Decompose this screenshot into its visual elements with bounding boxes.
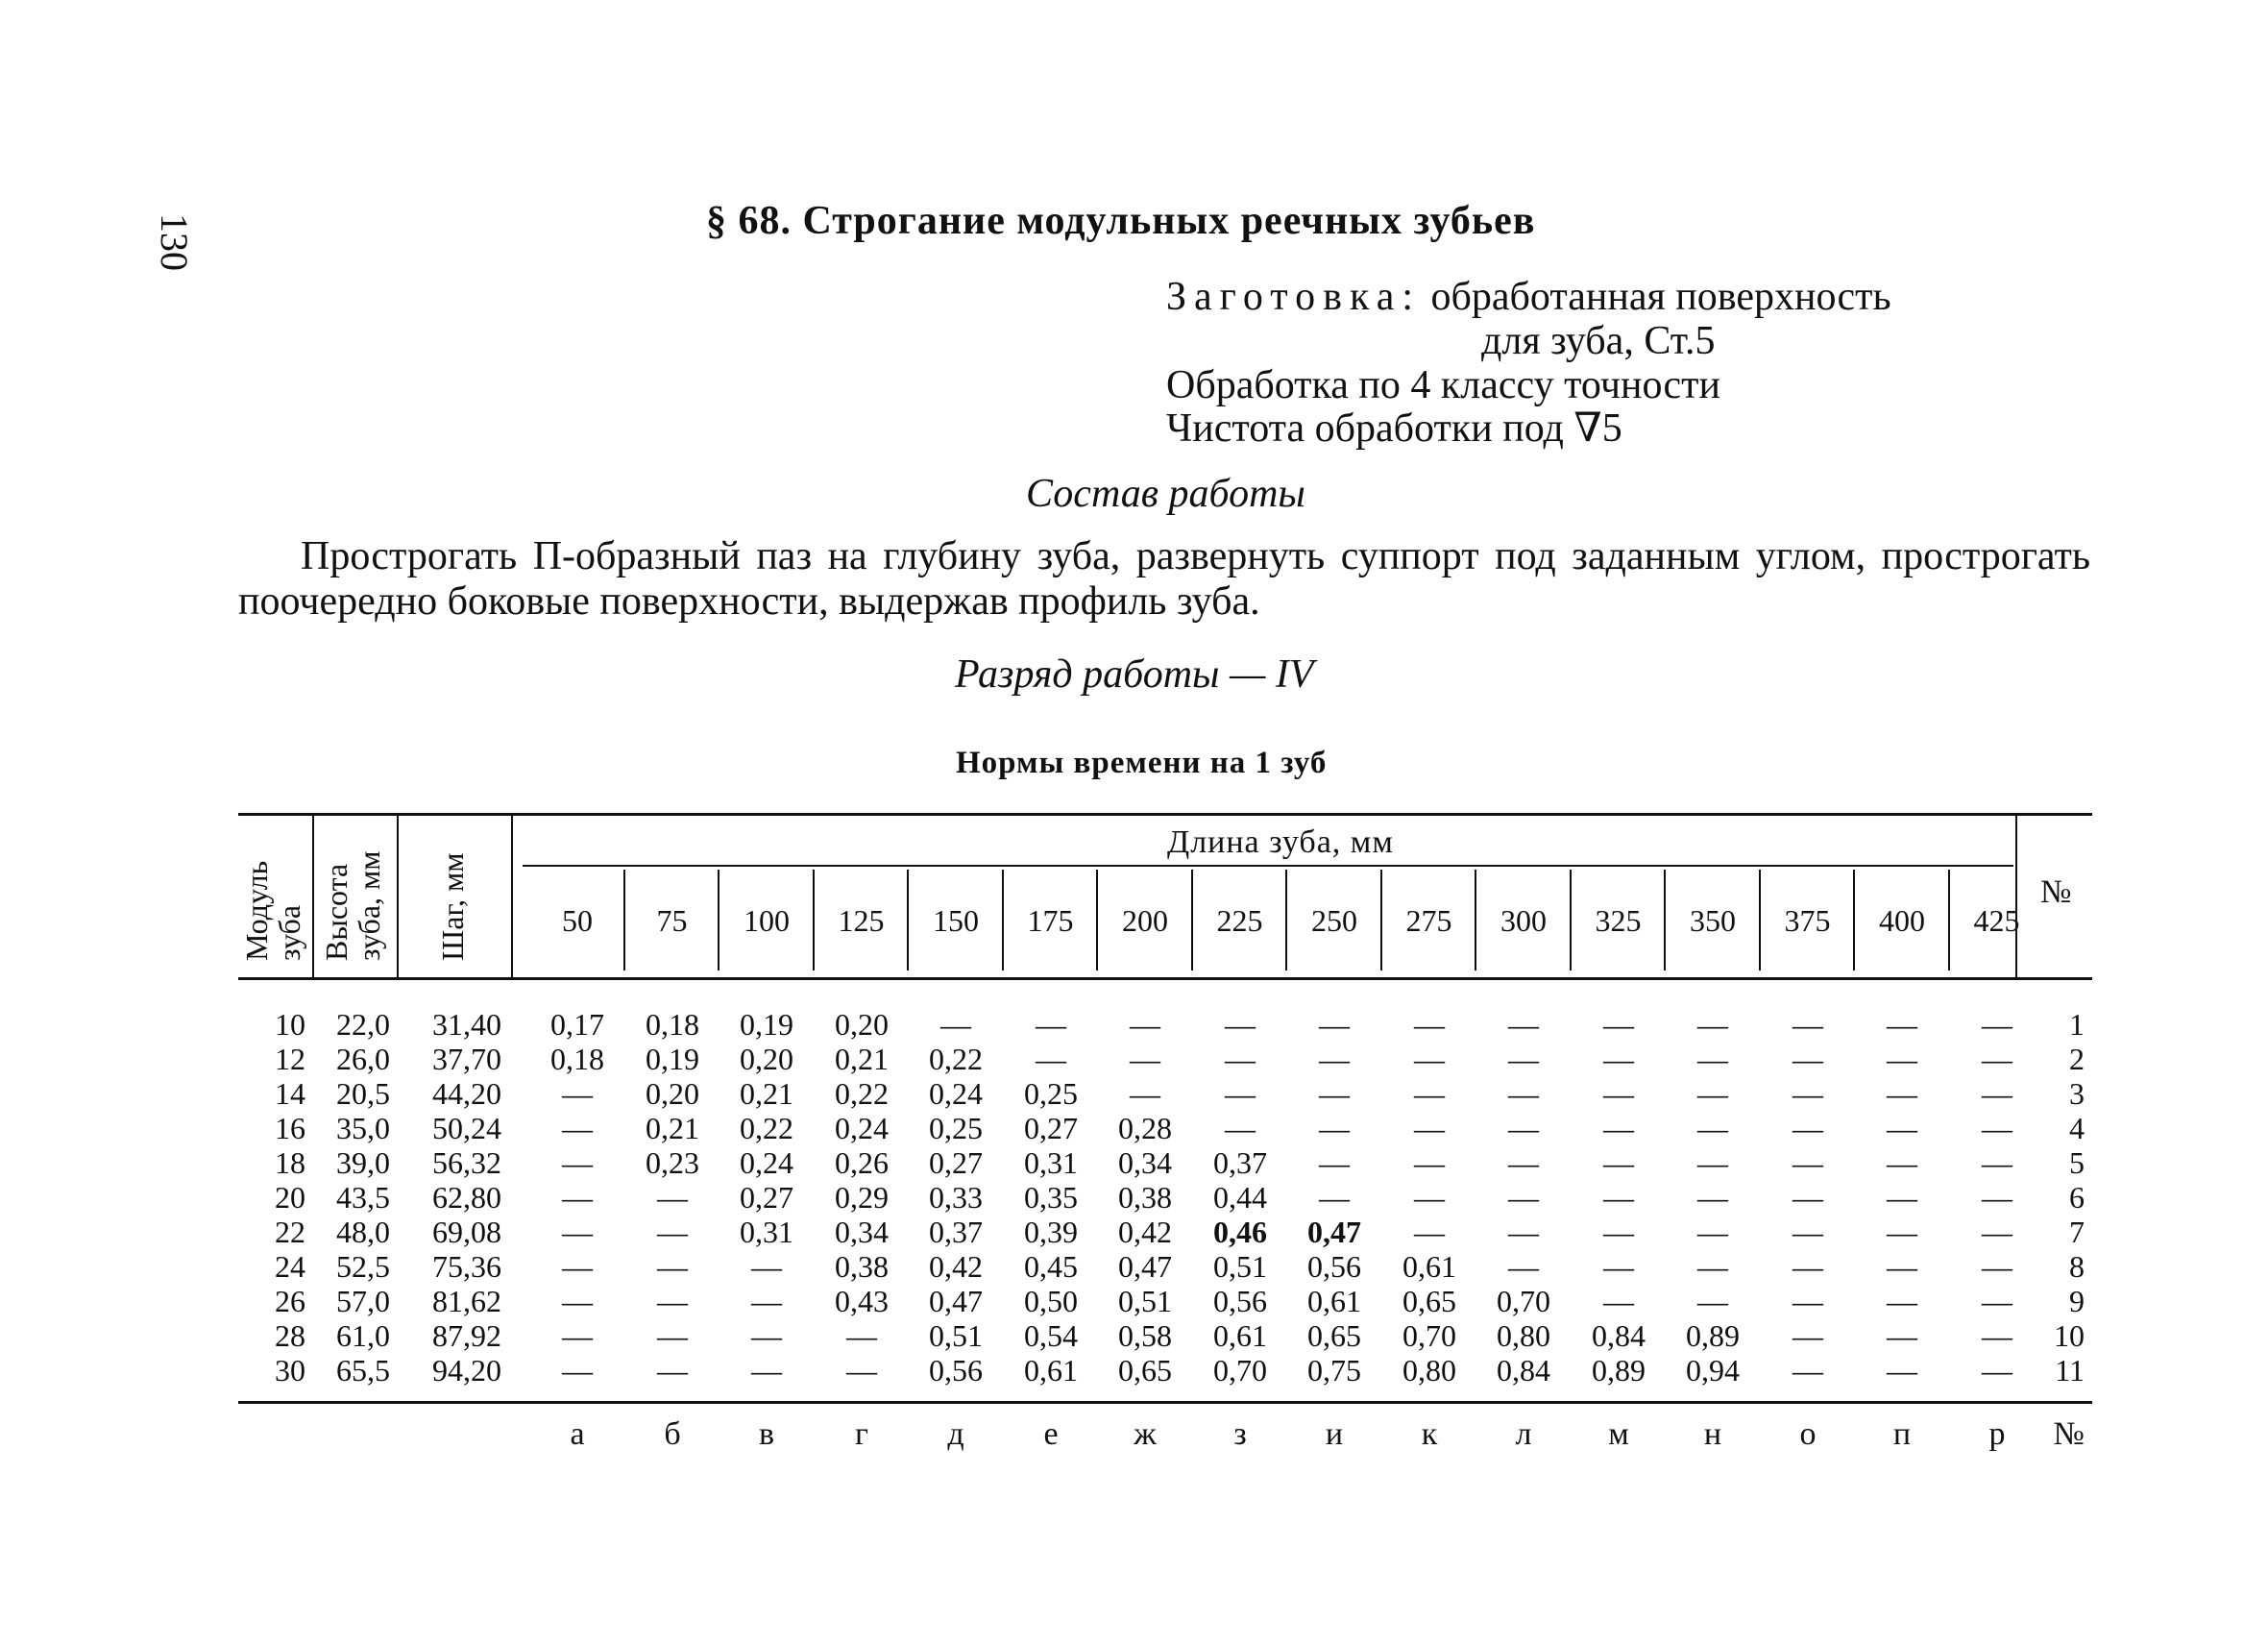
length-header-175: 175 (1027, 903, 1074, 938)
cell-value: 0,34 (1118, 1145, 1172, 1180)
cell-row-number: 6 (2069, 1180, 2085, 1215)
cell-height: 43,5 (336, 1180, 390, 1215)
cell-value: 0,43 (835, 1284, 889, 1318)
cell-value: 0,38 (835, 1249, 889, 1284)
cell-value: 0,51 (1213, 1249, 1267, 1284)
length-header-275: 275 (1405, 903, 1452, 938)
cell-value: 0,42 (929, 1249, 983, 1284)
cell-value: — (562, 1284, 593, 1318)
cell-value: — (562, 1180, 593, 1215)
cell-height: 57,0 (336, 1284, 390, 1318)
cell-value: — (1603, 1111, 1634, 1145)
length-header-rule (523, 865, 2013, 867)
length-column-line (1096, 870, 1098, 970)
cell-value: 0,65 (1402, 1284, 1456, 1318)
length-column-line (1570, 870, 1572, 970)
cell-value: 0,35 (1024, 1180, 1078, 1215)
cell-value: — (940, 1007, 971, 1042)
cell-value: 0,22 (929, 1042, 983, 1076)
cell-height: 61,0 (336, 1318, 390, 1353)
spec-workpiece (1166, 275, 1891, 319)
cell-value: 0,56 (1307, 1249, 1361, 1284)
cell-value: — (1887, 1284, 1917, 1318)
cell-value: 0,89 (1592, 1353, 1646, 1388)
length-column-line (907, 870, 909, 970)
column-letter: г (855, 1416, 868, 1452)
cell-value: — (1982, 1180, 2012, 1215)
cell-row-number: 5 (2069, 1145, 2085, 1180)
column-letter: н (1703, 1416, 1722, 1452)
cell-value: — (1792, 1353, 1823, 1388)
work-grade: Разряд работы — IV (955, 652, 1314, 697)
vline-height (397, 816, 399, 977)
cell-value: — (1982, 1249, 2012, 1284)
length-column-line (1853, 870, 1855, 970)
cell-value: — (1319, 1076, 1350, 1111)
cell-row-number: 8 (2069, 1249, 2085, 1284)
spec-processing: Обработка по 4 классу точности (1166, 363, 1720, 407)
cell-value: — (1603, 1076, 1634, 1111)
cell-value: — (1982, 1076, 2012, 1111)
cell-pitch: 37,70 (432, 1042, 501, 1076)
cell-value: — (1225, 1042, 1256, 1076)
section-title: § 68. Строгание модульных реечных зубьев (706, 199, 1536, 243)
cell-value: — (1130, 1076, 1160, 1111)
cell-value: — (1130, 1007, 1160, 1042)
length-column-line (1191, 870, 1193, 970)
cell-value: — (1982, 1215, 2012, 1249)
cell-module: 26 (275, 1284, 305, 1318)
cell-value: — (1319, 1007, 1350, 1042)
cell-value: — (1508, 1215, 1539, 1249)
cell-value: 0,24 (835, 1111, 889, 1145)
cell-value: — (1982, 1145, 2012, 1180)
cell-value: 0,44 (1213, 1180, 1267, 1215)
header-pitch-text: Шаг, мм (435, 852, 470, 961)
cell-value: 0,38 (1118, 1180, 1172, 1215)
cell-value: 0,22 (835, 1076, 889, 1111)
cell-value: 0,45 (1024, 1249, 1078, 1284)
cell-value: 0,19 (740, 1007, 793, 1042)
cell-value: — (657, 1353, 688, 1388)
cell-value: — (1130, 1042, 1160, 1076)
cell-value: — (1887, 1111, 1917, 1145)
cell-value: 0,61 (1307, 1284, 1361, 1318)
cell-module: 10 (275, 1007, 305, 1042)
cell-height: 35,0 (336, 1111, 390, 1145)
cell-height: 39,0 (336, 1145, 390, 1180)
length-header-325: 325 (1595, 903, 1642, 938)
cell-value: 0,94 (1686, 1353, 1740, 1388)
cell-value: 0,26 (835, 1145, 889, 1180)
cell-value: 0,75 (1307, 1353, 1361, 1388)
table-bottom-rule (238, 1401, 2092, 1404)
column-letter: п (1892, 1416, 1912, 1452)
header-module (240, 861, 305, 961)
cell-value: 0,18 (550, 1042, 604, 1076)
cell-value: 0,21 (646, 1111, 699, 1145)
cell-value: 0,70 (1402, 1318, 1456, 1353)
work-scope-heading: Состав работы (1026, 472, 1305, 516)
cell-value: — (1697, 1042, 1728, 1076)
cell-value: — (1792, 1076, 1823, 1111)
cell-pitch: 56,32 (432, 1145, 501, 1180)
header-bottom-rule (238, 977, 2092, 980)
column-letter: а (570, 1416, 585, 1452)
cell-value: — (1792, 1180, 1823, 1215)
header-module-line1: Модуль (239, 860, 274, 961)
work-scope-body: Прострогать П-образный паз на глубину зуба, развернуть суппорт под заданным углом, прострогать поочередно боковые поверхности, выдержав профиль зуба. (238, 534, 2090, 624)
cell-value: — (1887, 1353, 1917, 1388)
header-height-line2: зуба, мм (352, 850, 386, 961)
cell-height: 48,0 (336, 1215, 390, 1249)
cell-value: 0,31 (740, 1215, 793, 1249)
cell-value: 0,47 (929, 1284, 983, 1318)
cell-value: — (1036, 1042, 1066, 1076)
cell-value: — (1414, 1076, 1445, 1111)
column-letter: м (1608, 1416, 1629, 1452)
cell-value: — (1603, 1145, 1634, 1180)
cell-value: 0,84 (1497, 1353, 1550, 1388)
cell-value: — (1887, 1249, 1917, 1284)
table-title: Нормы времени на 1 зуб (956, 746, 1328, 780)
cell-value: — (657, 1318, 688, 1353)
cell-value: — (1414, 1145, 1445, 1180)
cell-row-number: 4 (2069, 1111, 2085, 1145)
length-column-line (718, 870, 719, 970)
cell-height: 52,5 (336, 1249, 390, 1284)
cell-value: — (1603, 1007, 1634, 1042)
cell-value: — (1414, 1111, 1445, 1145)
cell-row-number: 2 (2069, 1042, 2085, 1076)
cell-pitch: 62,80 (432, 1180, 501, 1215)
length-column-line (1759, 870, 1761, 970)
length-column-line (1002, 870, 1004, 970)
length-header-425: 425 (1973, 903, 2020, 938)
cell-value: 0,61 (1402, 1249, 1456, 1284)
cell-value: — (1603, 1284, 1634, 1318)
cell-value: 0,50 (1024, 1284, 1078, 1318)
cell-pitch: 69,08 (432, 1215, 501, 1249)
cell-pitch: 81,62 (432, 1284, 501, 1318)
cell-row-number: 10 (2054, 1318, 2085, 1353)
cell-value: — (1414, 1042, 1445, 1076)
cell-value: — (1887, 1180, 1917, 1215)
cell-value: — (1603, 1180, 1634, 1215)
column-letter: ж (1134, 1416, 1157, 1452)
cell-value: — (562, 1215, 593, 1249)
header-pitch (436, 853, 469, 962)
cell-value: — (657, 1180, 688, 1215)
column-letter: в (758, 1416, 775, 1452)
length-header-100: 100 (744, 903, 790, 938)
cell-module: 18 (275, 1145, 305, 1180)
cell-value: 0,42 (1118, 1215, 1172, 1249)
length-header-300: 300 (1500, 903, 1547, 938)
cell-row-number: 3 (2069, 1076, 2085, 1111)
cell-module: 12 (275, 1042, 305, 1076)
cell-value: — (1982, 1318, 2012, 1353)
cell-value: 0,65 (1118, 1353, 1172, 1388)
column-letter: д (947, 1416, 964, 1452)
header-height (320, 850, 385, 961)
cell-value: 0,21 (740, 1076, 793, 1111)
length-column-line (1380, 870, 1382, 970)
cell-value: — (1414, 1180, 1445, 1215)
cell-value: — (1792, 1284, 1823, 1318)
column-letter: р (1988, 1416, 2006, 1452)
cell-value: — (846, 1353, 877, 1388)
cell-value: 0,21 (835, 1042, 889, 1076)
cell-value: — (1603, 1249, 1634, 1284)
header-height-line1: Высота (319, 863, 354, 961)
cell-module: 22 (275, 1215, 305, 1249)
cell-value: — (1225, 1007, 1256, 1042)
cell-value: — (751, 1284, 782, 1318)
cell-module: 24 (275, 1249, 305, 1284)
cell-value: 0,25 (1024, 1076, 1078, 1111)
spec-finish: Чистота обработки под ∇5 (1166, 406, 1622, 451)
cell-value: — (1508, 1076, 1539, 1111)
length-header-125: 125 (838, 903, 885, 938)
cell-value: — (1225, 1111, 1256, 1145)
header-module-line2: зуба (272, 904, 306, 961)
length-header-200: 200 (1122, 903, 1168, 938)
cell-value: — (1319, 1180, 1350, 1215)
cell-value: — (751, 1249, 782, 1284)
cell-value: — (1887, 1215, 1917, 1249)
cell-value: — (1887, 1042, 1917, 1076)
length-header-250: 250 (1311, 903, 1357, 938)
column-letter: о (1799, 1416, 1817, 1452)
cell-value: — (1982, 1111, 2012, 1145)
cell-module: 20 (275, 1180, 305, 1215)
cell-value: 0,22 (740, 1111, 793, 1145)
cell-pitch: 44,20 (432, 1076, 501, 1111)
cell-value: — (1792, 1145, 1823, 1180)
cell-value: 0,80 (1497, 1318, 1550, 1353)
cell-value: 0,37 (929, 1215, 983, 1249)
cell-value: — (1887, 1145, 1917, 1180)
cell-value: 0,24 (740, 1145, 793, 1180)
cell-height: 20,5 (336, 1076, 390, 1111)
length-header-350: 350 (1690, 903, 1736, 938)
column-letter: е (1043, 1416, 1059, 1452)
cell-value: 0,25 (929, 1111, 983, 1145)
cell-value: — (1792, 1318, 1823, 1353)
cell-value: 0,51 (929, 1318, 983, 1353)
cell-value: — (1319, 1145, 1350, 1180)
cell-value: — (1887, 1007, 1917, 1042)
cell-value: 0,56 (1213, 1284, 1267, 1318)
cell-row-number: 1 (2069, 1007, 2085, 1042)
spec-workpiece-line1: обработанная поверхность (1430, 275, 1891, 319)
cell-height: 22,0 (336, 1007, 390, 1042)
length-column-line (813, 870, 815, 970)
cell-module: 28 (275, 1318, 305, 1353)
column-letter: л (1515, 1416, 1532, 1452)
table-top-rule (238, 813, 2092, 816)
cell-value: — (1508, 1145, 1539, 1180)
cell-value: — (657, 1215, 688, 1249)
cell-row-number: 11 (2055, 1353, 2085, 1388)
cell-value: — (1792, 1215, 1823, 1249)
cell-value: 0,27 (929, 1145, 983, 1180)
cell-module: 30 (275, 1353, 305, 1388)
cell-pitch: 94,20 (432, 1353, 501, 1388)
cell-value: — (1982, 1042, 2012, 1076)
cell-value: 0,65 (1307, 1318, 1361, 1353)
cell-value: 0,70 (1213, 1353, 1267, 1388)
header-number: № (2040, 874, 2072, 910)
cell-value: — (1414, 1215, 1445, 1249)
cell-value: 0,28 (1118, 1111, 1172, 1145)
cell-value: 0,84 (1592, 1318, 1646, 1353)
column-letter: к (1421, 1416, 1438, 1452)
cell-value: 0,39 (1024, 1215, 1078, 1249)
vline-number (2015, 816, 2017, 977)
length-header-150: 150 (933, 903, 979, 938)
cell-value: 0,61 (1213, 1318, 1267, 1353)
cell-value: — (1982, 1353, 2012, 1388)
cell-value: — (1697, 1111, 1728, 1145)
length-column-line (1948, 870, 1950, 970)
cell-module: 14 (275, 1076, 305, 1111)
cell-value: — (1792, 1007, 1823, 1042)
cell-value: 0,34 (835, 1215, 889, 1249)
cell-value: — (1603, 1042, 1634, 1076)
cell-value: 0,61 (1024, 1353, 1078, 1388)
length-header-225: 225 (1216, 903, 1263, 938)
cell-value: 0,51 (1118, 1284, 1172, 1318)
cell-value: — (1887, 1318, 1917, 1353)
cell-value: 0,29 (835, 1180, 889, 1215)
cell-row-number: 7 (2069, 1215, 2085, 1249)
footer-number-label: № (2053, 1416, 2085, 1452)
cell-value: 0,89 (1686, 1318, 1740, 1353)
cell-value: 0,47 (1307, 1215, 1361, 1249)
cell-value: 0,54 (1024, 1318, 1078, 1353)
cell-value: 0,33 (929, 1180, 983, 1215)
vline-pitch (511, 816, 513, 977)
cell-value: 0,20 (835, 1007, 889, 1042)
cell-value: 0,20 (740, 1042, 793, 1076)
cell-value: — (1508, 1007, 1539, 1042)
cell-value: — (1414, 1007, 1445, 1042)
cell-value: — (1697, 1145, 1728, 1180)
spec-workpiece-line2: для зуба, Ст.5 (1481, 319, 1716, 363)
cell-value: — (562, 1076, 593, 1111)
cell-module: 16 (275, 1111, 305, 1145)
cell-value: — (1319, 1111, 1350, 1145)
cell-value: — (1982, 1007, 2012, 1042)
cell-value: — (1036, 1007, 1066, 1042)
cell-value: — (1792, 1042, 1823, 1076)
cell-value: — (1697, 1180, 1728, 1215)
header-length: Длина зуба, мм (1167, 824, 1394, 860)
cell-height: 65,5 (336, 1353, 390, 1388)
cell-value: — (1792, 1111, 1823, 1145)
cell-pitch: 87,92 (432, 1318, 501, 1353)
cell-value: 0,18 (646, 1007, 699, 1042)
cell-value: — (1792, 1249, 1823, 1284)
cell-value: 0,31 (1024, 1145, 1078, 1180)
cell-value: — (562, 1111, 593, 1145)
cell-value: — (562, 1249, 593, 1284)
column-letter: и (1325, 1416, 1344, 1452)
vline-module (312, 816, 314, 977)
cell-value: — (846, 1318, 877, 1353)
cell-value: — (1508, 1111, 1539, 1145)
cell-value: — (562, 1318, 593, 1353)
cell-pitch: 75,36 (432, 1249, 501, 1284)
length-column-line (1664, 870, 1666, 970)
cell-value: 0,23 (646, 1145, 699, 1180)
cell-value: 0,46 (1213, 1215, 1267, 1249)
cell-value: — (657, 1249, 688, 1284)
cell-value: 0,27 (740, 1180, 793, 1215)
cell-value: — (1697, 1284, 1728, 1318)
cell-value: — (1697, 1076, 1728, 1111)
cell-value: 0,27 (1024, 1111, 1078, 1145)
cell-pitch: 31,40 (432, 1007, 501, 1042)
cell-height: 26,0 (336, 1042, 390, 1076)
length-column-line (623, 870, 625, 970)
cell-value: — (751, 1353, 782, 1388)
cell-value: 0,56 (929, 1353, 983, 1388)
cell-pitch: 50,24 (432, 1111, 501, 1145)
cell-value: — (1982, 1284, 2012, 1318)
cell-value: 0,47 (1118, 1249, 1172, 1284)
cell-value: 0,58 (1118, 1318, 1172, 1353)
column-letter: з (1233, 1416, 1247, 1452)
length-column-line (1285, 870, 1287, 970)
cell-value: — (751, 1318, 782, 1353)
cell-value: 0,24 (929, 1076, 983, 1111)
length-header-375: 375 (1784, 903, 1831, 938)
cell-value: — (562, 1145, 593, 1180)
cell-value: — (1603, 1215, 1634, 1249)
cell-value: 0,80 (1402, 1353, 1456, 1388)
cell-value: 0,70 (1497, 1284, 1550, 1318)
spec-workpiece-label: Заготовка: (1166, 275, 1422, 319)
cell-value: 0,19 (646, 1042, 699, 1076)
length-header-50: 50 (562, 903, 593, 938)
page-number: 130 (153, 213, 196, 271)
length-header-400: 400 (1879, 903, 1925, 938)
cell-value: — (1319, 1042, 1350, 1076)
cell-value: 0,37 (1213, 1145, 1267, 1180)
cell-value: 0,17 (550, 1007, 604, 1042)
cell-value: — (1887, 1076, 1917, 1111)
cell-value: — (562, 1353, 593, 1388)
cell-value: 0,20 (646, 1076, 699, 1111)
length-column-line (1475, 870, 1476, 970)
work-scope-text (238, 534, 2090, 625)
cell-value: — (657, 1284, 688, 1318)
column-letter: б (664, 1416, 681, 1452)
cell-value: — (1697, 1007, 1728, 1042)
cell-value: — (1508, 1180, 1539, 1215)
cell-value: — (1697, 1249, 1728, 1284)
cell-value: — (1508, 1042, 1539, 1076)
cell-row-number: 9 (2069, 1284, 2085, 1318)
cell-value: — (1508, 1249, 1539, 1284)
length-header-75: 75 (656, 903, 688, 938)
cell-value: — (1697, 1215, 1728, 1249)
cell-value: — (1225, 1076, 1256, 1111)
